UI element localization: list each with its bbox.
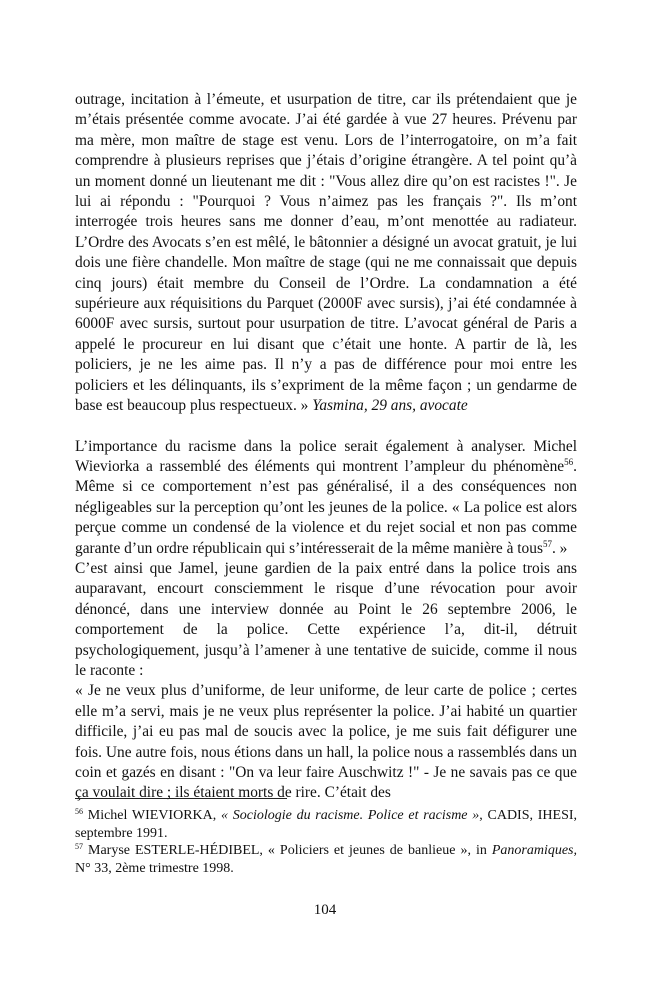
footnotes xyxy=(75,798,577,877)
footnote-57 xyxy=(75,842,577,877)
paragraph-jamel xyxy=(75,559,577,681)
footnote-number: 56 xyxy=(75,807,83,816)
paragraph-text: . Même si ce comportement n’est pas généralisé, il a des conséquences non négligeables sur la perception qu’ont les jeunes de la police. « La police est alors perçue comme un condensé de la violence et du rejet social et non pas comme garante d’un ordre républicain qui s’intéresserait de la même manière à tous xyxy=(75,457,577,557)
footnote-ref-57[interactable]: 57 xyxy=(542,538,552,549)
footnote-56 xyxy=(75,807,577,842)
footnote-title: « Sociologie du racisme. Police et racisme » xyxy=(221,808,480,823)
paragraph-text: outrage, incitation à l’émeute, et usurpation de titre, car ils prétendaient que je m’étais présentée comme avocate. J’ai été gardée à vue 27 heures. Prévenu par ma mère, mon maître de stage est venu. Lors de l’interrogatoire, on m’a fait comprendre à plusieurs reprises que j’étais d’origine étrangère. A tel point qu’à un moment donné un lieutenant me dit : "Vous allez dire qu’on est racistes !". Je lui ai répondu : "Pourquoi ? Vous n’aimez pas les français ?". Ils m’ont interrogée trois heures sans me donner d’eau, m’ont menottée au radiateur. L’Ordre des Avocats s’en est mêlé, le bâtonnier a désigné un avocat gratuit, je lui dois une fière chandelle. Mon maître de stage (qui ne me connaissait que depuis cinq jours) était membre du Conseil de l’Ordre. La condamnation a été supérieure aux réquisitions du Parquet (2000F avec sursis), j’ai été condamnée à 6000F avec sursis, surtout pour usurpation de titre. L’avocat général de Paris a appelé le procureur en lui disant que c’était une honte. A partir de là, les policiers, je ne les aime pas. Il n’y a pas de différence pour moi entre les policiers et les délinquants, ils s’expriment de la même façon ; un gendarme de base est beaucoup plus respectueux. » xyxy=(75,91,577,415)
paragraph-text: « Je ne veux plus d’uniforme, de leur uniforme, de leur carte de police ; certes elle m’a servi, mais je ne veux plus représenter la police. J’ai habité un quartier difficile, j’ai eu pas mal de soucis avec la police, je me suis fait défigurer une fois. Une autre fois, nous étions dans un hall, la police nous a rassemblés dans un coin et gazés en disant : "On va leur faire Auschwitz !" - Je ne savais pas ce que ça voulait dire ; ils étaient morts de rire. C’était des xyxy=(75,682,577,802)
page-number: 104 xyxy=(313,902,337,918)
paragraph-text: C’est ainsi que Jamel, jeune gardien de la paix entré dans la police trois ans auparavant, encourt consciemment le risque d’une révocation pour avoir dénoncé, dans une interview donnée au Point le 26 septembre 2006, le comportement de la police. Cette expérience l’a, dit-il, détruit psychologiquement, jusqu’à l’amener à une tentative de suicide, comme il nous le raconte : xyxy=(75,559,577,679)
paragraph-testimony-jamel xyxy=(75,681,577,803)
main-text xyxy=(75,90,577,804)
footnote-title: Panoramiques, xyxy=(491,843,578,858)
paragraph-gap xyxy=(75,417,577,437)
paragraph-racism-police xyxy=(75,437,577,559)
footnote-number: 57 xyxy=(75,842,83,851)
footnote-separator xyxy=(75,798,287,799)
paragraph-text: L’importance du racisme dans la police serait également à analyser. Michel Wieviorka a rassemblé des éléments qui montrent l’ampleur du phénomène xyxy=(75,437,577,475)
footnote-ref-56[interactable]: 56 xyxy=(564,456,574,467)
footnote-text: N° 33, 2ème trimestre 1998. xyxy=(75,860,234,876)
paragraph-text: . » xyxy=(551,539,568,557)
paragraph-testimony-yasmina xyxy=(75,90,577,417)
footnote-text: , CADIS, IHESI, septembre 1991. xyxy=(75,808,578,841)
testimony-attribution: Yasmina, 29 ans, avocate xyxy=(312,397,468,415)
footnote-text: Michel WIEVIORKA, xyxy=(87,808,221,823)
footnote-text: Maryse ESTERLE-HÉDIBEL, « Policiers et jeunes de banlieue », in xyxy=(88,843,492,858)
